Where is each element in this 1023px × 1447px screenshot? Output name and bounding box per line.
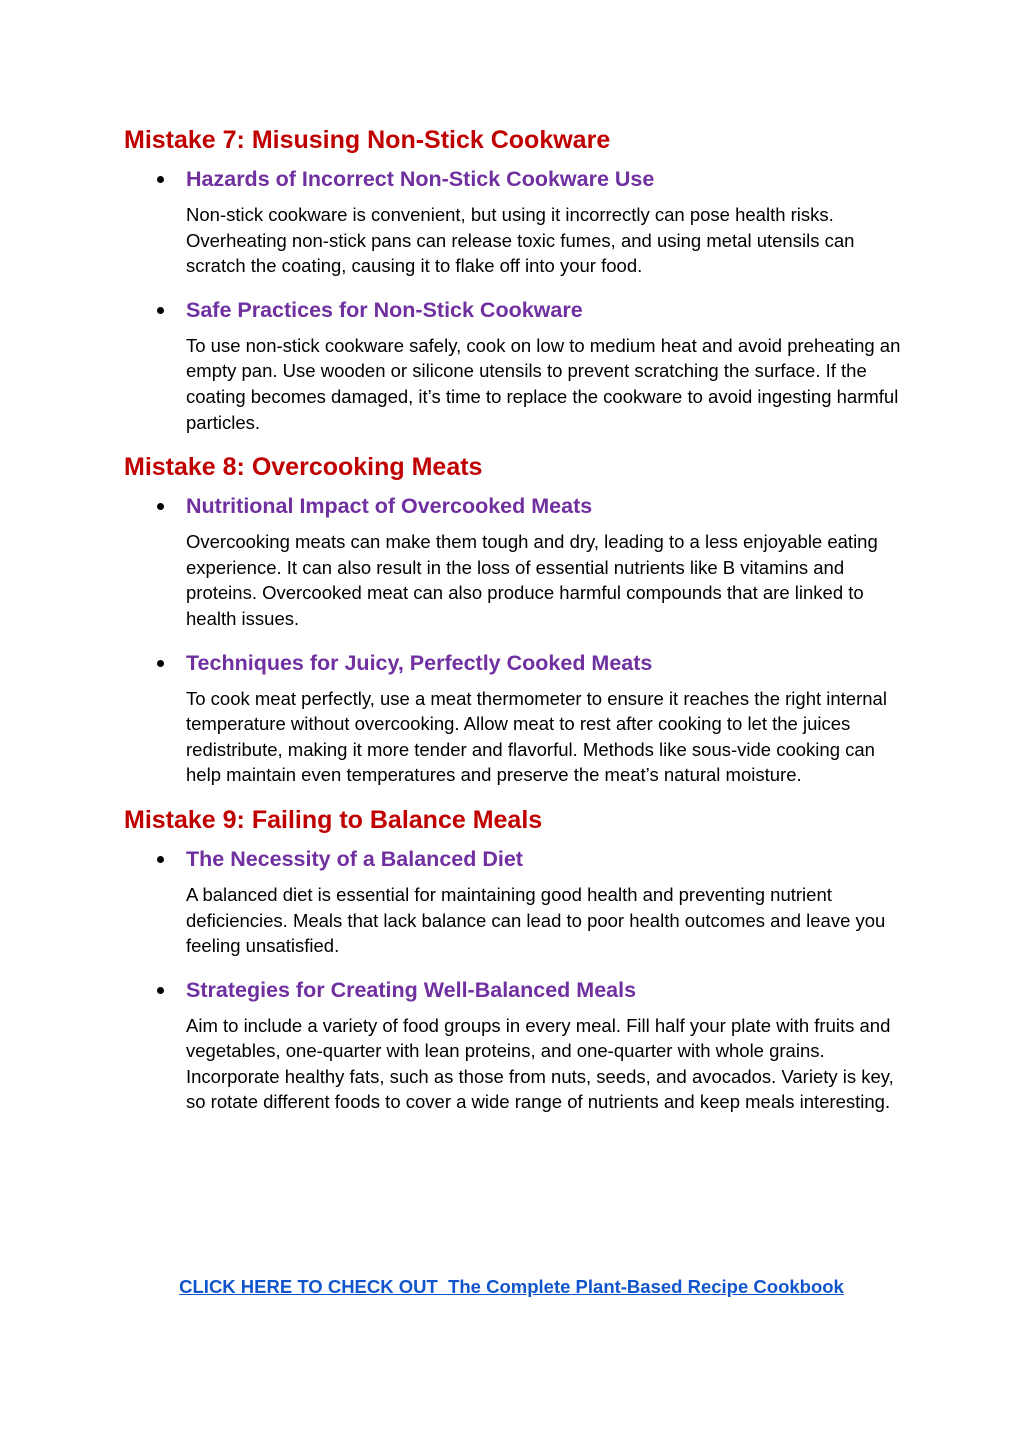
subsection-heading-text: Strategies for Creating Well-Balanced Meals	[186, 977, 637, 1002]
subsection-heading	[124, 975, 914, 1005]
subsection-heading-text: Nutritional Impact of Overcooked Meats	[186, 494, 593, 519]
subsection-paragraph: To cook meat perfectly, use a meat thermometer to ensure it reaches the right internal temperature without overcooking. Allow meat to rest after cooking to let the juices redistribute, making it more tender and flavorful. Methods like sous-vide cooking can help maintain even temperatures and preserve the meat’s natural moisture.	[186, 687, 887, 786]
subsection-heading-text: Techniques for Juicy, Perfectly Cooked Meats	[186, 650, 653, 675]
bullet-icon	[157, 856, 164, 863]
subsection-heading-text: Hazards of Incorrect Non-Stick Cookware Use	[186, 167, 655, 191]
subsection-paragraph: A balanced diet is essential for maintaining good health and preventing nutrient deficiencies. Meals that lack balance can lead to poor health outcomes and leave you feeling unsatisfied.	[186, 883, 886, 957]
section-mistake-7	[124, 122, 914, 449]
subsection	[124, 975, 914, 1115]
section-mistake-9	[124, 802, 914, 1115]
subsection	[124, 295, 914, 435]
sections-container	[124, 122, 914, 1115]
subsection-heading-text: The Necessity of a Balanced Diet	[186, 846, 523, 871]
subsection-heading	[124, 648, 914, 678]
section-title: Mistake 7: Misusing Non-Stick Cookware	[124, 126, 611, 154]
subsection	[124, 491, 914, 631]
subsection-paragraph: Non-stick cookware is convenient, but using it incorrectly can pose health risks. Overheating non-stick pans can release toxic fumes, and using metal utensils can scratch the coating, causing it to flake off into your food.	[186, 204, 855, 277]
bullet-icon	[157, 503, 164, 510]
bullet-icon	[157, 307, 164, 314]
section-title: Mistake 9: Failing to Balance Meals	[124, 805, 543, 834]
bullet-icon	[157, 987, 164, 994]
subsection-heading	[124, 295, 914, 325]
bullet-icon	[157, 176, 164, 183]
section-title: Mistake 8: Overcooking Meats	[124, 453, 483, 482]
bullet-icon	[157, 660, 164, 667]
subsection-paragraph: Aim to include a variety of food groups in every meal. Fill half your plate with fruits and vegetables, one-quarter with lean proteins, and one-quarter with whole grains. Incorporate healthy fats, such as those from nuts, seeds, and avocados. Variety is key, so rotate different foods to cover a wide range of nutrients and keep meals interesting.	[186, 1014, 894, 1113]
subsection-heading	[124, 844, 914, 874]
subsection	[124, 164, 914, 279]
subsection	[124, 844, 914, 959]
subsection-heading-text: Safe Practices for Non-Stick Cookware	[186, 297, 583, 322]
subsection	[124, 648, 914, 788]
section-mistake-8	[124, 449, 914, 802]
subsection-paragraph: To use non-stick cookware safely, cook on low to medium heat and avoid preheating an empty pan. Use wooden or silicone utensils to prevent scratching the surface. If the coating becomes damaged, it’s time to replace the cookware to avoid ingesting harmful particles.	[186, 334, 901, 433]
subsection-paragraph: Overcooking meats can make them tough and dry, leading to a less enjoyable eating experience. It can also result in the loss of essential nutrients like B vitamins and proteins. Overcooked meat can also produce harmful compounds that are linked to health issues.	[186, 531, 878, 629]
subsection-heading	[124, 164, 914, 194]
cookbook-cta-link[interactable]: CLICK HERE TO CHECK OUT The Complete Plant-Based Recipe Cookbook	[179, 1276, 844, 1297]
subsection-heading	[124, 491, 914, 521]
